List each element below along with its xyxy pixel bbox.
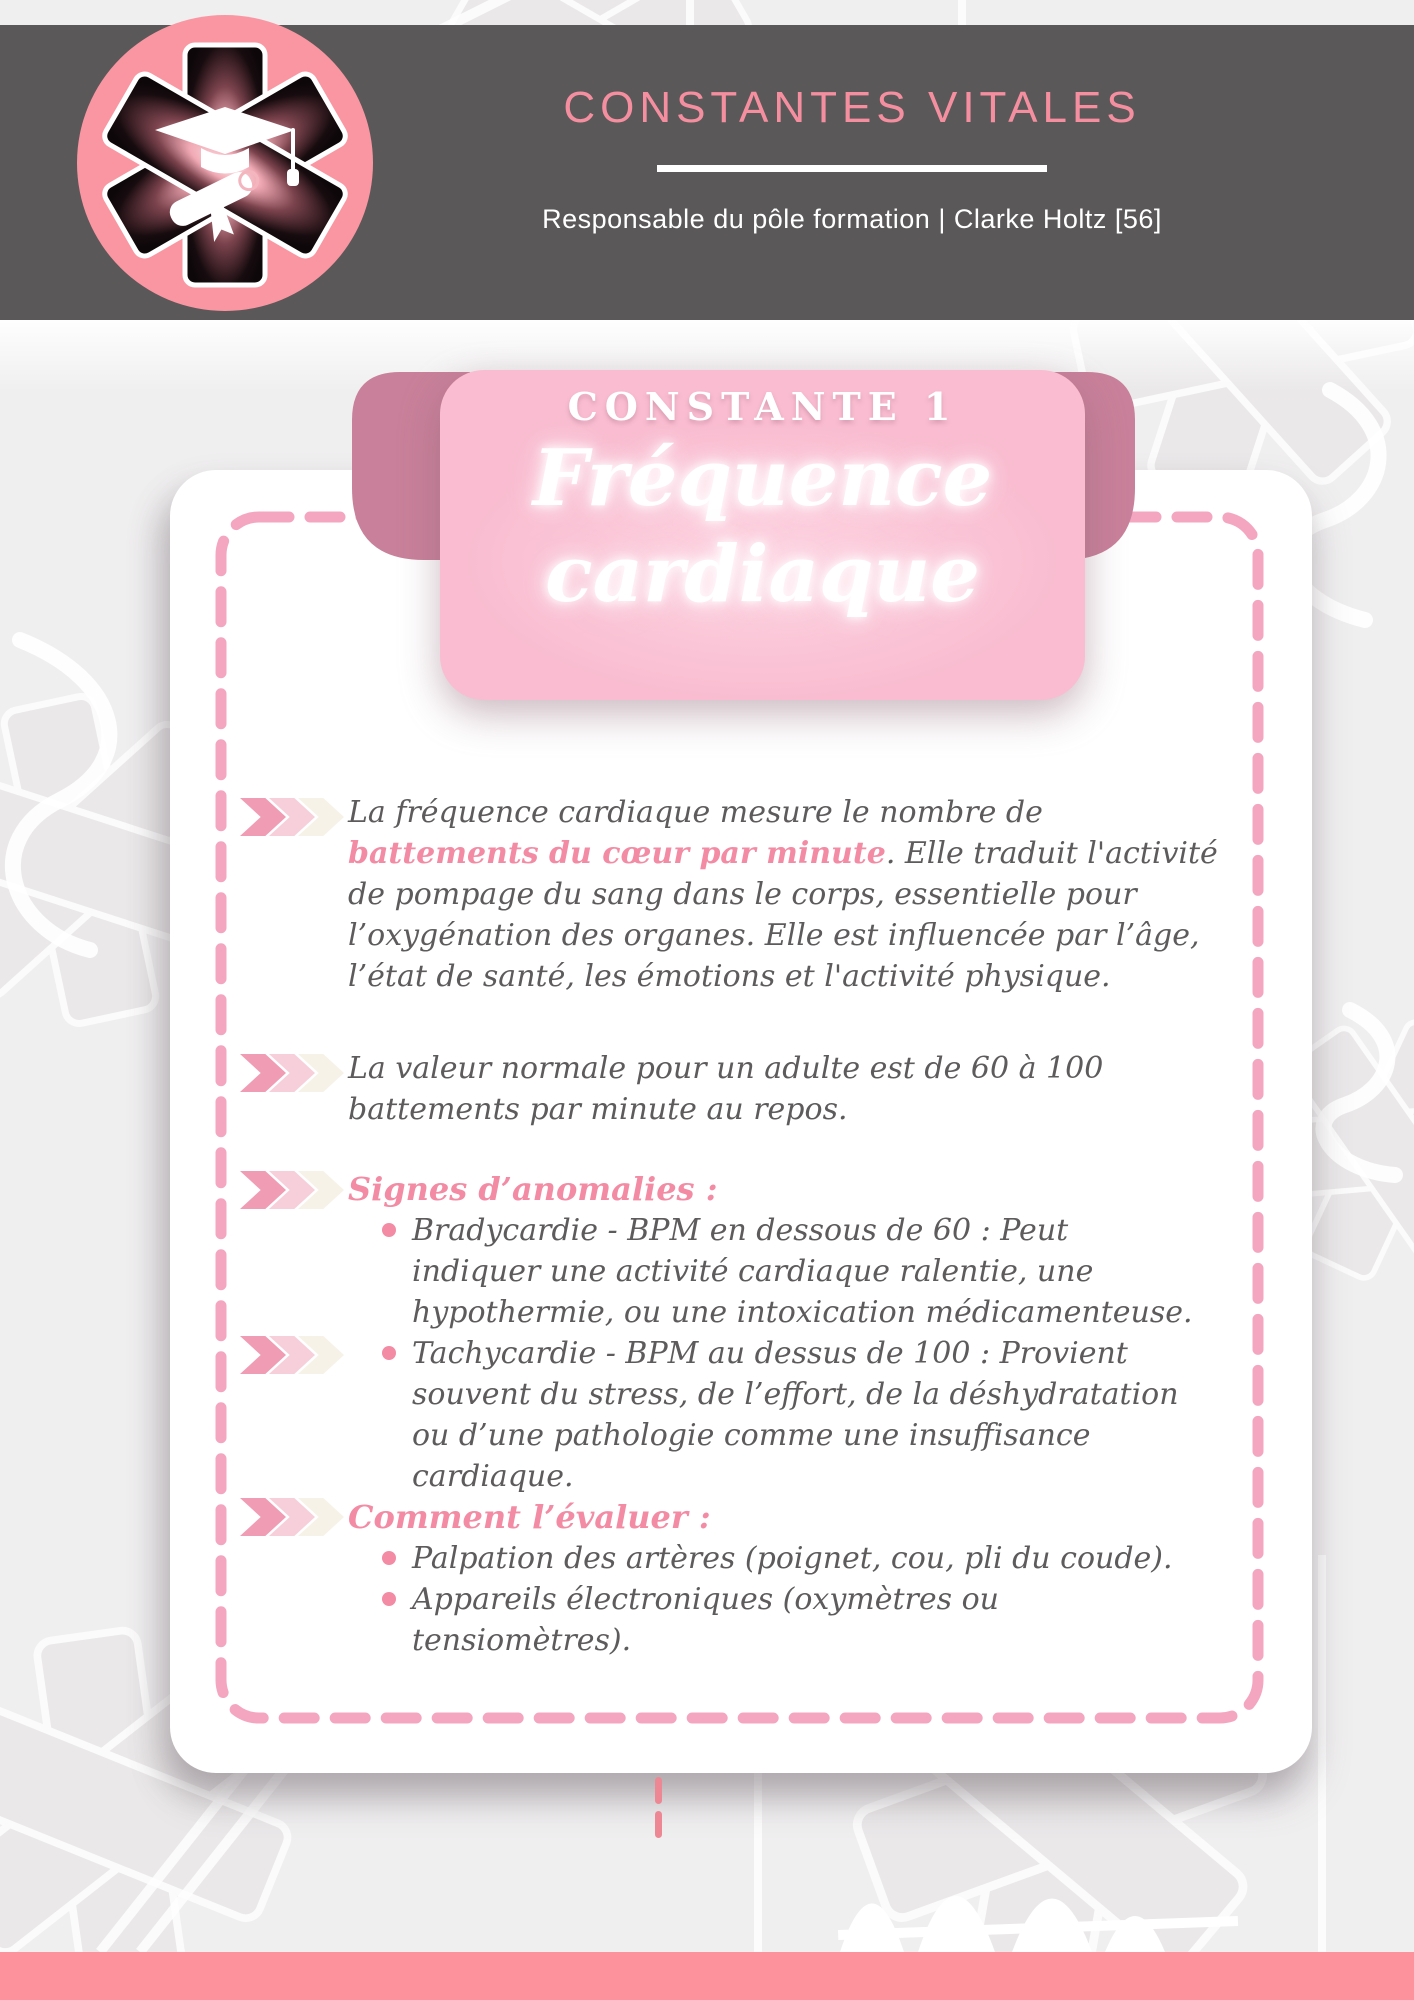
chevron-arrows-icon: [240, 1054, 344, 1092]
list-item-palpation: [348, 1538, 1260, 1579]
footer-bar: [0, 1952, 1414, 2000]
chevron-arrows-icon: [240, 798, 344, 836]
list-item-text: Tachycardie - BPM au dessus de 100 : Provient souvent du stress, de l’effort, de la déshydratation ou d’une pathologie comme une insuffisance cardiaque.: [412, 1336, 1179, 1494]
continuation-dash: [655, 1811, 662, 1838]
chevron-arrows-icon: [240, 1498, 344, 1536]
continuation-dash: [655, 1777, 662, 1804]
banner-kicker: CONSTANTE 1: [567, 384, 958, 429]
ribbon-panel: [440, 370, 1085, 700]
bullet-dot-icon: [382, 1346, 396, 1360]
paragraph-definition: La fréquence cardiaque mesure le nombre de battements du cœur par minute. Elle traduit l'activité de pompage du sang dans le corps, essentielle pour l’oxygénation des organes. Elle est influencée par l’âge, l’état de santé, les émotions et l'activité physique.: [348, 795, 1218, 994]
chevron-arrows-icon: [240, 1336, 344, 1374]
header-subtitle: Responsable du pôle formation | Clarke Holtz [56]: [542, 204, 1162, 234]
heading-signes-anomalies: Signes d’anomalies :: [348, 1170, 718, 1208]
list-item-text: Appareils électroniques (oxymètres ou tensiomètres).: [412, 1582, 999, 1658]
list-item-text: Bradycardie - BPM en dessous de 60 : Peut indiquer une activité cardiaque ralentie, une hypothermie, ou une intoxication médicamenteuse.: [412, 1213, 1193, 1330]
bullet-dot-icon: [382, 1551, 396, 1565]
paragraph-normal-values: La valeur normale pour un adulte est de 60 à 100 battements par minute au repos.: [348, 1051, 1104, 1127]
title-underline: [657, 165, 1047, 172]
list-item-bradycardie: [348, 1210, 1260, 1333]
evaluation-list: [348, 1538, 1260, 1661]
list-item-text: Palpation des artères (poignet, cou, pli du coude).: [412, 1541, 1173, 1576]
medical-graduation-logo-icon: [75, 13, 375, 313]
chevron-arrows-icon: [240, 1171, 344, 1209]
bullet-dot-icon: [382, 1223, 396, 1237]
bullet-dot-icon: [382, 1592, 396, 1606]
card-content: [348, 792, 1260, 1661]
page-title: CONSTANTES VITALES: [563, 83, 1141, 132]
heading-comment-evaluer: Comment l’évaluer :: [348, 1498, 711, 1536]
anomalies-list: [348, 1210, 1260, 1497]
list-item-appareils: [348, 1579, 1260, 1661]
list-item-tachycardie: [348, 1333, 1260, 1497]
banner-title: Fréquence cardiaque: [532, 433, 993, 620]
